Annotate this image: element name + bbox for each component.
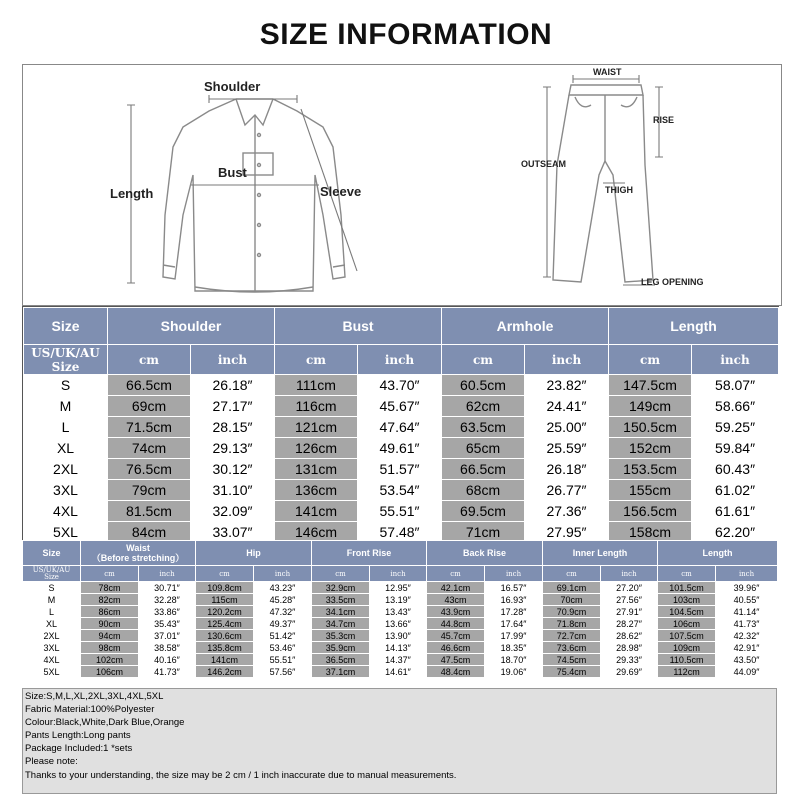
cm-cell: 109.8cm	[196, 582, 254, 594]
cm-cell: 34.1cm	[312, 606, 370, 618]
cm-cell: 72.7cm	[543, 630, 601, 642]
product-notes	[22, 688, 777, 794]
size-cell: XL	[24, 438, 108, 459]
cm-cell: 71cm	[442, 522, 525, 543]
cm-cell: 112cm	[658, 666, 716, 678]
table-row	[24, 459, 779, 480]
inch-cell: 31.10″	[191, 480, 275, 501]
bottom-size-table-grid	[22, 540, 778, 678]
unit-header: cm	[427, 566, 485, 582]
cm-cell: 35.9cm	[312, 642, 370, 654]
note-please-note: Please note:	[25, 756, 78, 768]
garment-illustrations	[23, 65, 781, 305]
label-waist: WAIST	[593, 67, 622, 77]
inch-cell: 41.14″	[716, 606, 778, 618]
cm-cell: 111cm	[275, 375, 358, 396]
cm-cell: 69.5cm	[442, 501, 525, 522]
cm-cell: 84cm	[108, 522, 191, 543]
pants-measure-lines	[543, 75, 663, 285]
label-length: Length	[110, 186, 154, 201]
unit-header: inch	[485, 566, 543, 582]
size-region-line1: US/UK/AU	[31, 345, 100, 360]
unit-header: cm	[196, 566, 254, 582]
size-cell: M	[24, 396, 108, 417]
cm-cell: 158cm	[609, 522, 692, 543]
cm-cell: 36.5cm	[312, 654, 370, 666]
cm-cell: 70.9cm	[543, 606, 601, 618]
cm-cell: 65cm	[442, 438, 525, 459]
unit-header: inch	[692, 345, 779, 375]
cm-cell: 70cm	[543, 594, 601, 606]
table-row	[24, 417, 779, 438]
inch-cell: 27.56″	[601, 594, 658, 606]
cm-cell: 79cm	[108, 480, 191, 501]
cm-cell: 63.5cm	[442, 417, 525, 438]
cm-cell: 47.5cm	[427, 654, 485, 666]
cm-cell: 66.5cm	[442, 459, 525, 480]
inch-cell: 42.91″	[716, 642, 778, 654]
header-inner-length: Inner Length	[543, 541, 658, 566]
inch-cell: 25.59″	[525, 438, 609, 459]
cm-cell: 146cm	[275, 522, 358, 543]
inch-cell: 33.07″	[191, 522, 275, 543]
bottom-size-table	[22, 540, 777, 688]
size-cell: 2XL	[24, 459, 108, 480]
size-cell: 4XL	[23, 654, 81, 666]
cm-cell: 150.5cm	[609, 417, 692, 438]
inch-cell: 26.77″	[525, 480, 609, 501]
table-row	[23, 666, 778, 678]
unit-header: inch	[358, 345, 442, 375]
header-shoulder: Shoulder	[108, 308, 275, 345]
cm-cell: 109cm	[658, 642, 716, 654]
size-cell: XL	[23, 618, 81, 630]
unit-header: inch	[716, 566, 778, 582]
inch-cell: 55.51″	[358, 501, 442, 522]
inch-cell: 29.69″	[601, 666, 658, 678]
cm-cell: 135.8cm	[196, 642, 254, 654]
inch-cell: 30.12″	[191, 459, 275, 480]
cm-cell: 66.5cm	[108, 375, 191, 396]
cm-cell: 74cm	[108, 438, 191, 459]
cm-cell: 68cm	[442, 480, 525, 501]
inch-cell: 43.70″	[358, 375, 442, 396]
inch-cell: 18.35″	[485, 642, 543, 654]
unit-header: cm	[275, 345, 358, 375]
label-sleeve: Sleeve	[320, 184, 362, 199]
table-row	[23, 618, 778, 630]
cm-cell: 78cm	[81, 582, 139, 594]
note-colour: Colour:Black,White,Dark Blue,Orange	[25, 717, 185, 729]
unit-header: inch	[370, 566, 427, 582]
size-cell: S	[24, 375, 108, 396]
unit-header: cm	[609, 345, 692, 375]
table-row	[23, 606, 778, 618]
cm-cell: 103cm	[658, 594, 716, 606]
inch-cell: 26.18″	[525, 459, 609, 480]
unit-header: inch	[525, 345, 609, 375]
cm-cell: 152cm	[609, 438, 692, 459]
header-armhole: Armhole	[442, 308, 609, 345]
size-cell: L	[23, 606, 81, 618]
top-size-table-grid	[23, 307, 779, 543]
table-row	[24, 438, 779, 459]
inch-cell: 28.62″	[601, 630, 658, 642]
size-region-header	[24, 345, 108, 375]
inch-cell: 27.36″	[525, 501, 609, 522]
inch-cell: 24.41″	[525, 396, 609, 417]
size-cell: 5XL	[24, 522, 108, 543]
note-disclaimer: Thanks to your understanding, the size may be 2 cm / 1 inch inaccurate due to manual measurements.	[25, 769, 457, 781]
cm-cell: 121cm	[275, 417, 358, 438]
inch-cell: 41.73″	[139, 666, 196, 678]
header-back-rise: Back Rise	[427, 541, 543, 566]
cm-cell: 116cm	[275, 396, 358, 417]
inch-cell: 58.66″	[692, 396, 779, 417]
cm-cell: 130.6cm	[196, 630, 254, 642]
inch-cell: 13.66″	[370, 618, 427, 630]
cm-cell: 141cm	[275, 501, 358, 522]
inch-cell: 14.61″	[370, 666, 427, 678]
cm-cell: 81.5cm	[108, 501, 191, 522]
cm-cell: 106cm	[81, 666, 139, 678]
inch-cell: 42.32″	[716, 630, 778, 642]
cm-cell: 69cm	[108, 396, 191, 417]
cm-cell: 45.7cm	[427, 630, 485, 642]
cm-cell: 74.5cm	[543, 654, 601, 666]
cm-cell: 71.8cm	[543, 618, 601, 630]
note-fabric: Fabric Material:100%Polyester	[25, 704, 155, 716]
header-size: Size	[24, 308, 108, 345]
table-row	[24, 375, 779, 396]
cm-cell: 33.5cm	[312, 594, 370, 606]
inch-cell: 28.15″	[191, 417, 275, 438]
table-row	[24, 480, 779, 501]
inch-cell: 61.02″	[692, 480, 779, 501]
size-region-line2: Size	[51, 359, 80, 374]
inch-cell: 27.20″	[601, 582, 658, 594]
cm-cell: 102cm	[81, 654, 139, 666]
inch-cell: 29.33″	[601, 654, 658, 666]
table-row	[23, 594, 778, 606]
note-sizes: Size:S,M,L,XL,2XL,3XL,4XL,5XL	[25, 691, 164, 702]
inch-cell: 40.55″	[716, 594, 778, 606]
cm-cell: 43cm	[427, 594, 485, 606]
inch-cell: 58.07″	[692, 375, 779, 396]
cm-cell: 101.5cm	[658, 582, 716, 594]
inch-cell: 45.28″	[254, 594, 312, 606]
inch-cell: 13.43″	[370, 606, 427, 618]
inch-cell: 13.90″	[370, 630, 427, 642]
header-hip: Hip	[196, 541, 312, 566]
inch-cell: 49.61″	[358, 438, 442, 459]
cm-cell: 149cm	[609, 396, 692, 417]
inch-cell: 19.06″	[485, 666, 543, 678]
unit-header: cm	[81, 566, 139, 582]
label-rise: RISE	[653, 115, 675, 125]
header-waist-note: （Before stretching）	[91, 553, 185, 563]
table-row	[24, 396, 779, 417]
label-shoulder: Shoulder	[204, 79, 261, 94]
cm-cell: 136cm	[275, 480, 358, 501]
inch-cell: 16.57″	[485, 582, 543, 594]
inch-cell: 16.93″	[485, 594, 543, 606]
table-row	[23, 642, 778, 654]
unit-header: inch	[139, 566, 196, 582]
inch-cell: 47.64″	[358, 417, 442, 438]
cm-cell: 110.5cm	[658, 654, 716, 666]
cm-cell: 86cm	[81, 606, 139, 618]
inch-cell: 14.13″	[370, 642, 427, 654]
cm-cell: 69.1cm	[543, 582, 601, 594]
cm-cell: 75.4cm	[543, 666, 601, 678]
inch-cell: 17.28″	[485, 606, 543, 618]
cm-cell: 43.9cm	[427, 606, 485, 618]
inch-cell: 32.28″	[139, 594, 196, 606]
header-waist	[81, 541, 196, 566]
cm-cell: 107.5cm	[658, 630, 716, 642]
inch-cell: 59.25″	[692, 417, 779, 438]
cm-cell: 106cm	[658, 618, 716, 630]
cm-cell: 147.5cm	[609, 375, 692, 396]
cm-cell: 146.2cm	[196, 666, 254, 678]
inch-cell: 27.95″	[525, 522, 609, 543]
inch-cell: 27.91″	[601, 606, 658, 618]
inch-cell: 61.61″	[692, 501, 779, 522]
cm-cell: 73.6cm	[543, 642, 601, 654]
cm-cell: 32.9cm	[312, 582, 370, 594]
cm-cell: 82cm	[81, 594, 139, 606]
size-cell: 4XL	[24, 501, 108, 522]
inch-cell: 35.43″	[139, 618, 196, 630]
size-cell: 2XL	[23, 630, 81, 642]
header-size: Size	[23, 541, 81, 566]
shirt-diagram	[163, 99, 345, 292]
cm-cell: 35.3cm	[312, 630, 370, 642]
cm-cell: 126cm	[275, 438, 358, 459]
table-row	[23, 654, 778, 666]
cm-cell: 76.5cm	[108, 459, 191, 480]
unit-header: inch	[191, 345, 275, 375]
size-cell: M	[23, 594, 81, 606]
cm-cell: 46.6cm	[427, 642, 485, 654]
table-row	[23, 582, 778, 594]
inch-cell: 51.57″	[358, 459, 442, 480]
inch-cell: 29.13″	[191, 438, 275, 459]
cm-cell: 42.1cm	[427, 582, 485, 594]
inch-cell: 43.50″	[716, 654, 778, 666]
size-cell: 5XL	[23, 666, 81, 678]
unit-header: cm	[543, 566, 601, 582]
cm-cell: 156.5cm	[609, 501, 692, 522]
size-cell: 3XL	[23, 642, 81, 654]
cm-cell: 60.5cm	[442, 375, 525, 396]
header-bust: Bust	[275, 308, 442, 345]
inch-cell: 32.09″	[191, 501, 275, 522]
inch-cell: 55.51″	[254, 654, 312, 666]
cm-cell: 125.4cm	[196, 618, 254, 630]
cm-cell: 48.4cm	[427, 666, 485, 678]
inch-cell: 47.32″	[254, 606, 312, 618]
size-region-line1: US/UK/AU	[32, 565, 71, 574]
inch-cell: 45.67″	[358, 396, 442, 417]
cm-cell: 71.5cm	[108, 417, 191, 438]
page-title: SIZE INFORMATION	[259, 18, 553, 51]
unit-header: cm	[442, 345, 525, 375]
inch-cell: 28.98″	[601, 642, 658, 654]
inch-cell: 53.54″	[358, 480, 442, 501]
inch-cell: 17.64″	[485, 618, 543, 630]
size-region-header	[23, 566, 81, 582]
inch-cell: 17.99″	[485, 630, 543, 642]
unit-header: cm	[312, 566, 370, 582]
inch-cell: 27.17″	[191, 396, 275, 417]
note-package: Package Included:1 *sets	[25, 743, 133, 755]
size-region-line2: Size	[44, 572, 59, 581]
unit-header: inch	[254, 566, 312, 582]
inch-cell: 37.01″	[139, 630, 196, 642]
inch-cell: 57.48″	[358, 522, 442, 543]
inch-cell: 57.56″	[254, 666, 312, 678]
unit-header: inch	[601, 566, 658, 582]
table-row	[24, 501, 779, 522]
inch-cell: 18.70″	[485, 654, 543, 666]
header-waist-label: Waist	[126, 543, 150, 553]
inch-cell: 13.19″	[370, 594, 427, 606]
header-front-rise: Front Rise	[312, 541, 427, 566]
inch-cell: 49.37″	[254, 618, 312, 630]
cm-cell: 44.8cm	[427, 618, 485, 630]
inch-cell: 59.84″	[692, 438, 779, 459]
cm-cell: 141cm	[196, 654, 254, 666]
unit-header: cm	[658, 566, 716, 582]
cm-cell: 115cm	[196, 594, 254, 606]
cm-cell: 155cm	[609, 480, 692, 501]
label-leg-opening: LEG OPENING	[641, 277, 704, 287]
unit-header: cm	[108, 345, 191, 375]
cm-cell: 37.1cm	[312, 666, 370, 678]
label-outseam: OUTSEAM	[521, 159, 566, 169]
inch-cell: 38.58″	[139, 642, 196, 654]
inch-cell: 26.18″	[191, 375, 275, 396]
cm-cell: 94cm	[81, 630, 139, 642]
inch-cell: 12.95″	[370, 582, 427, 594]
cm-cell: 104.5cm	[658, 606, 716, 618]
header-length: Length	[609, 308, 779, 345]
inch-cell: 62.20″	[692, 522, 779, 543]
cm-cell: 62cm	[442, 396, 525, 417]
note-pants-length: Pants Length:Long pants	[25, 730, 131, 742]
cm-cell: 131cm	[275, 459, 358, 480]
measurement-diagrams	[22, 64, 782, 306]
inch-cell: 14.37″	[370, 654, 427, 666]
inch-cell: 51.42″	[254, 630, 312, 642]
inch-cell: 41.73″	[716, 618, 778, 630]
cm-cell: 90cm	[81, 618, 139, 630]
inch-cell: 39.96″	[716, 582, 778, 594]
size-cell: L	[24, 417, 108, 438]
inch-cell: 28.27″	[601, 618, 658, 630]
header-length: Length	[658, 541, 778, 566]
cm-cell: 98cm	[81, 642, 139, 654]
cm-cell: 153.5cm	[609, 459, 692, 480]
inch-cell: 25.00″	[525, 417, 609, 438]
inch-cell: 40.16″	[139, 654, 196, 666]
inch-cell: 30.71″	[139, 582, 196, 594]
size-cell: S	[23, 582, 81, 594]
table-row	[23, 630, 778, 642]
inch-cell: 23.82″	[525, 375, 609, 396]
inch-cell: 43.23″	[254, 582, 312, 594]
cm-cell: 34.7cm	[312, 618, 370, 630]
inch-cell: 33.86″	[139, 606, 196, 618]
size-cell: 3XL	[24, 480, 108, 501]
label-thigh: THIGH	[605, 185, 633, 195]
inch-cell: 60.43″	[692, 459, 779, 480]
inch-cell: 44.09″	[716, 666, 778, 678]
top-size-table	[22, 306, 779, 542]
label-bust: Bust	[218, 165, 247, 180]
cm-cell: 120.2cm	[196, 606, 254, 618]
inch-cell: 53.46″	[254, 642, 312, 654]
